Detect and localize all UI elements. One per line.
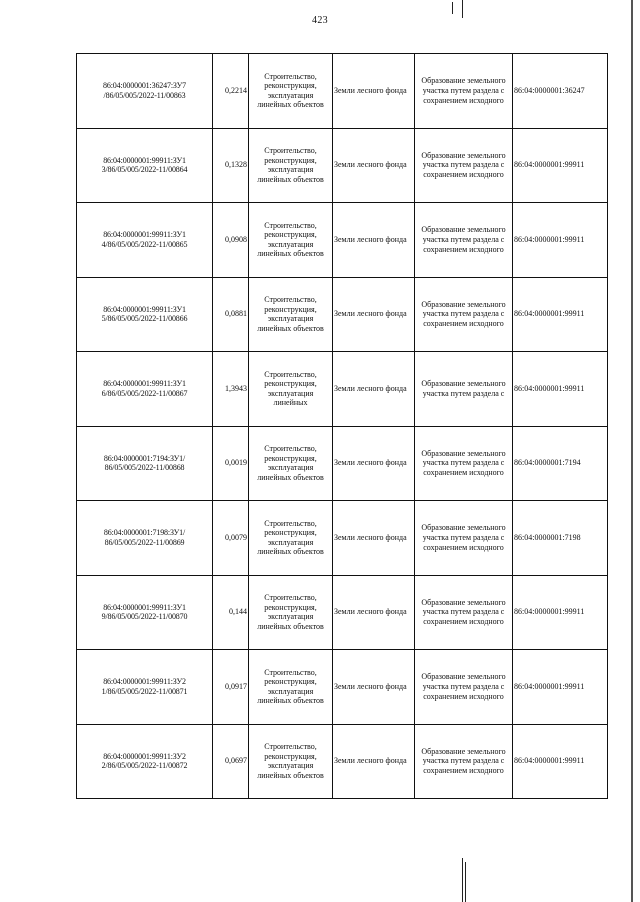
land-category-cell: Земли лесного фонда — [333, 575, 415, 650]
cadastral-number-cell: 86:04:0000001:99911:ЗУ1 9/86/05/005/2022-11/00870 — [77, 575, 213, 650]
source-plot-cell: 86:04:0000001:99911 — [513, 277, 608, 352]
land-category-cell: Земли лесного фонда — [333, 54, 415, 129]
table-row — [77, 501, 608, 576]
formation-method-cell: Образование земельного участка путем раздела с сохранением исходного — [415, 277, 513, 352]
area-cell: 0,0908 — [213, 203, 249, 278]
cadastral-number-cell: 86:04:0000001:7194:ЗУ1/ 86/05/005/2022-11/00868 — [77, 426, 213, 501]
table-row — [77, 203, 608, 278]
table-row — [77, 724, 608, 799]
table-row — [77, 277, 608, 352]
cadastral-number-cell: 86:04:0000001:36247:ЗУ7 /86/05/005/2022-11/00863 — [77, 54, 213, 129]
permitted-use-cell: Строительство, реконструкция, эксплуатация линейных объектов — [249, 128, 333, 203]
page-number: 423 — [312, 15, 328, 26]
formation-method-cell: Образование земельного участка путем раздела с сохранением исходного — [415, 575, 513, 650]
permitted-use-cell: Строительство, реконструкция, эксплуатация линейных объектов — [249, 203, 333, 278]
scan-mark — [452, 2, 453, 14]
table-row — [77, 575, 608, 650]
permitted-use-cell: Строительство, реконструкция, эксплуатация линейных — [249, 352, 333, 427]
scan-mark — [462, 0, 463, 18]
source-plot-cell: 86:04:0000001:99911 — [513, 650, 608, 725]
land-category-cell: Земли лесного фонда — [333, 203, 415, 278]
cadastral-number-cell: 86:04:0000001:99911:ЗУ2 2/86/05/005/2022-11/00872 — [77, 724, 213, 799]
cadastral-number-cell: 86:04:0000001:99911:ЗУ1 3/86/05/005/2022-11/00864 — [77, 128, 213, 203]
formation-method-cell: Образование земельного участка путем раздела с сохранением исходного — [415, 501, 513, 576]
land-category-cell: Земли лесного фонда — [333, 352, 415, 427]
area-cell: 0,0079 — [213, 501, 249, 576]
land-category-cell: Земли лесного фонда — [333, 650, 415, 725]
formation-method-cell: Образование земельного участка путем раздела с сохранением исходного — [415, 128, 513, 203]
land-category-cell: Земли лесного фонда — [333, 277, 415, 352]
cadastral-number-cell: 86:04:0000001:99911:ЗУ2 1/86/05/005/2022-11/00871 — [77, 650, 213, 725]
cadastral-number-cell: 86:04:0000001:7198:ЗУ1/ 86/05/005/2022-11/00869 — [77, 501, 213, 576]
formation-method-cell: Образование земельного участка путем раздела с сохранением исходного — [415, 54, 513, 129]
scan-mark — [462, 858, 463, 902]
table-row — [77, 650, 608, 725]
source-plot-cell: 86:04:0000001:99911 — [513, 128, 608, 203]
scan-edge — [631, 0, 633, 902]
permitted-use-cell: Строительство, реконструкция, эксплуатация линейных объектов — [249, 575, 333, 650]
formation-method-cell: Образование земельного участка путем раздела с сохранением исходного — [415, 203, 513, 278]
formation-method-cell: Образование земельного участка путем раздела с сохранением исходного — [415, 426, 513, 501]
area-cell: 0,1328 — [213, 128, 249, 203]
table-row — [77, 54, 608, 129]
table-row — [77, 128, 608, 203]
cadastral-number-cell: 86:04:0000001:99911:ЗУ1 4/86/05/005/2022-11/00865 — [77, 203, 213, 278]
table-row — [77, 352, 608, 427]
source-plot-cell: 86:04:0000001:99911 — [513, 203, 608, 278]
permitted-use-cell: Строительство, реконструкция, эксплуатация линейных объектов — [249, 54, 333, 129]
source-plot-cell: 86:04:0000001:7198 — [513, 501, 608, 576]
permitted-use-cell: Строительство, реконструкция, эксплуатация линейных объектов — [249, 501, 333, 576]
source-plot-cell: 86:04:0000001:36247 — [513, 54, 608, 129]
area-cell: 0,0881 — [213, 277, 249, 352]
source-plot-cell: 86:04:0000001:99911 — [513, 724, 608, 799]
cadastral-number-cell: 86:04:0000001:99911:ЗУ1 5/86/05/005/2022-11/00866 — [77, 277, 213, 352]
scan-mark — [465, 862, 466, 902]
area-cell: 0,0917 — [213, 650, 249, 725]
formation-method-cell: Образование земельного участка путем раздела с сохранением исходного — [415, 650, 513, 725]
cadastral-number-cell: 86:04:0000001:99911:ЗУ1 6/86/05/005/2022-11/00867 — [77, 352, 213, 427]
source-plot-cell: 86:04:0000001:99911 — [513, 575, 608, 650]
table-row — [77, 426, 608, 501]
formation-method-cell: Образование земельного участка путем раздела с сохранением исходного — [415, 724, 513, 799]
area-cell: 0,144 — [213, 575, 249, 650]
area-cell: 0,0019 — [213, 426, 249, 501]
permitted-use-cell: Строительство, реконструкция, эксплуатация линейных объектов — [249, 426, 333, 501]
land-category-cell: Земли лесного фонда — [333, 501, 415, 576]
land-category-cell: Земли лесного фонда — [333, 128, 415, 203]
source-plot-cell: 86:04:0000001:99911 — [513, 352, 608, 427]
land-plots-table — [76, 53, 608, 799]
area-cell: 0,0697 — [213, 724, 249, 799]
area-cell: 1,3943 — [213, 352, 249, 427]
permitted-use-cell: Строительство, реконструкция, эксплуатация линейных объектов — [249, 724, 333, 799]
permitted-use-cell: Строительство, реконструкция, эксплуатация линейных объектов — [249, 277, 333, 352]
source-plot-cell: 86:04:0000001:7194 — [513, 426, 608, 501]
formation-method-cell: Образование земельного участка путем раздела с — [415, 352, 513, 427]
land-category-cell: Земли лесного фонда — [333, 426, 415, 501]
area-cell: 0,2214 — [213, 54, 249, 129]
permitted-use-cell: Строительство, реконструкция, эксплуатация линейных объектов — [249, 650, 333, 725]
land-category-cell: Земли лесного фонда — [333, 724, 415, 799]
table-body — [77, 54, 608, 799]
